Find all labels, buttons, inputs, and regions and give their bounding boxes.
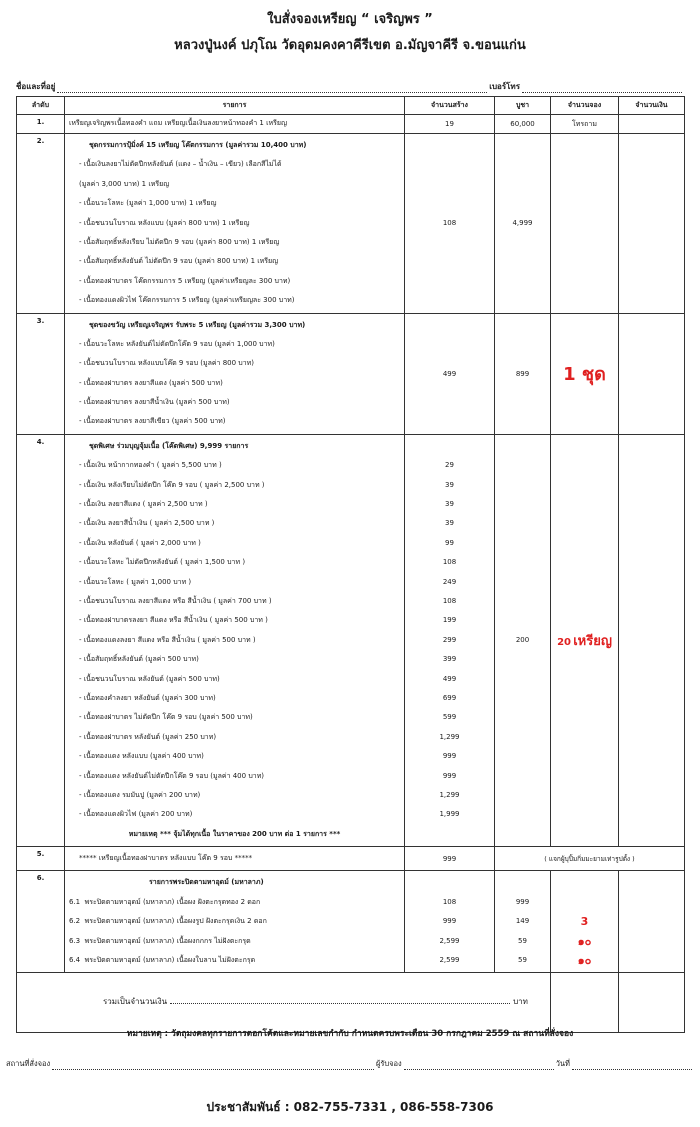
row-no: 4. (17, 434, 65, 846)
row-no: 5. (17, 847, 65, 871)
row-no: 1. (17, 115, 65, 134)
row-qty: 29 39 39 39 99 108 249 108 199 299 399 499 699 599 1,299 999 999 1,299 1,999 (405, 434, 495, 846)
form-title: ใบสั่งจองเหรียญ “ เจริญพร ” (267, 12, 433, 27)
row-item: ***** เหรียญเนื้อทองฝาบาตร หลังแบบ โค๊ต 9 รอบ ***** (65, 847, 405, 871)
customer-row (16, 80, 684, 93)
handwritten-order: 1 ชุด (563, 364, 606, 386)
place-label: สถานที่สั่งจอง (6, 1059, 51, 1068)
row-amount[interactable] (619, 434, 685, 846)
row-qty: 108 999 2,599 2,599 (405, 871, 495, 973)
header-no: ลำดับ (17, 97, 65, 115)
table-row (17, 115, 685, 134)
row-item: รายการพระปิดตามหาอุดม์ (มหาลาภ) 6.1 พระปิดตามหาอุดม์ (มหาลาภ) เนื้อผง ฝังตะกรุดทอง 2 ดอก 6.2 พระปิดตามหาอุดม์ (มหาลาภ) เนื้อผงรูป ฝังตะกรุดเงิน 2 ดอก 6.3 พระปิดตามหาอุดม์ (มหาลาภ) เนื้อผงกกกร ไม่ฝังตะกรุด 6.4 พระปิดตามหาอุดม์ (มหาลาภ) เนื้อผงใบลาน ไม่ฝังตะกรุด (65, 871, 405, 973)
row-price: 200 (495, 434, 551, 846)
row-amount[interactable] (619, 871, 685, 973)
date-label: วันที่ (555, 1059, 570, 1068)
receiver-label: ผู้รับจอง (375, 1059, 402, 1068)
list-item: 6.3 พระปิดตามหาอุดม์ (มหาลาภ) เนื้อผงกกกร ไม่ฝังตะกรุด (69, 936, 251, 945)
table-row (17, 134, 685, 314)
table-row (17, 434, 685, 846)
total-row (17, 973, 685, 1033)
total-amount[interactable] (619, 973, 685, 1033)
row-no: 3. (17, 313, 65, 434)
row-item: ชุดของขวัญ เหรียญเจริญพร รับพระ 5 เหรียญ (มูลค่ารวม 3,300 บาท) - เนื้อนวะโลหะ หลังยันต์ไม่ตัดปีกโค๊ต 9 รอบ (มูลค่า 1,000 บาท) - เนื้อชนวนโบราณ หลังแบบโค๊ต 9 รอบ (มูลค่า 800 บาท) - เนื้อทองฝาบาตร ลงยาสีแดง (มูลค่า 500 บาท) - เนื้อทองฝาบาตร ลงยาสีน้ำเงิน (มูลค่า 500 บาท) - เนื้อทองฝาบาตร ลงยาสีเขียว (มูลค่า 500 บาท) (65, 313, 405, 434)
row-order[interactable] (551, 313, 619, 434)
signature-row (6, 1058, 694, 1070)
row-note: ( แจกผู้บุปิ้มกิ่มมะยามเท่ารูปตั้ง ) (495, 847, 685, 871)
row-qty: 19 (405, 115, 495, 134)
total-label: รวมเป็นจำนวนเงิน (103, 997, 168, 1007)
phone-label: เบอร์โทร (489, 82, 520, 91)
row-item: ชุดพิเศษ ร่วมบุญจุ้มเนื้อ (โค๊ตพิเศษ) 9,999 รายการ - เนื้อเงิน หน้ากากทองคำ ( มูลค่า 5,500 บาท ) - เนื้อเงิน หลังเรียบไม่ตัดปีก โค๊ต 9 รอบ ( มูลค่า 2,500 บาท ) - เนื้อเงิน ลงยาสีแดง ( มูลค่า 2,500 บาท ) - เนื้อเงิน ลงยาสีน้ำเงิน ( มูลค่า 2,500 บาท ) - เนื้อเงิน หลังยันต์ ( มูลค่า 2,000 บาท ) - เนื้อนวะโลหะ ไม่ตัดปีกหลังยันต์ ( มูลค่า 1,500 บาท ) - เนื้อนวะโลหะ ( มูลค่า 1,000 บาท ) - เนื้อชนวนโบราณ ลงยาสีแดง หรือ สีน้ำเงิน ( มูลค่า 700 บาท ) - เนื้อทองฝาบาตรลงยา สีแดง หรือ สีน้ำเงิน ( มูลค่า 500 บาท ) - เนื้อทองแดงลงยา สีแดง หรือ สีน้ำเงิน ( มูลค่า 500 บาท ) - เนื้อสัมฤทธิ์หลังยันต์ (มูลค่า 500 บาท) - เนื้อชนวนโบราณ หลังยันต์ (มูลค่า 500 บาท) - เนื้อทองคำลงยา หลังยันต์ (มูลค่า 300 บาท) - เนื้อทองฝาบาตร ไม่ตัดปีก โค๊ต 9 รอบ (มูลค่า 500 บาท) - เนื้อทองฝาบาตร หลังยันต์ (มูลค่า 250 บาท) - เนื้อทองแดง หลังแบบ (มูลค่า 400 บาท) - เนื้อทองแดง หลังยันต์ไม่ตัดปีกโค๊ต 9 รอบ (มูลค่า 400 บาท) - เนื้อทองแดง รมมันปู (มูลค่า 200 บาท) - เนื้อทองแดงผิวไฟ (มูลค่า 200 บาท) หมายเหตุ *** จุ้มได้ทุกเนื้อ ในราคาของ 200 บาท ต่อ 1 รายการ *** (65, 434, 405, 846)
place-field[interactable] (52, 1063, 374, 1070)
name-address-field[interactable] (57, 85, 487, 93)
header-amount: จำนวนเงิน (619, 97, 685, 115)
name-address-label: ชื่อและที่อยู่ (16, 82, 56, 91)
receiver-field[interactable] (404, 1063, 554, 1070)
row-no: 6. (17, 871, 65, 973)
row-amount[interactable] (619, 313, 685, 434)
row-order[interactable] (551, 134, 619, 314)
list-item: 6.2 พระปิดตามหาอุดม์ (มหาลาภ) เนื้อผงรูป ฝังตะกรุดเงิน 2 ดอก (69, 917, 267, 926)
table-row (17, 847, 685, 871)
row-amount[interactable] (619, 115, 685, 134)
footer-note: หมายเหตุ : วัตถุมงคลทุกรายการตอกโค้ตและหมายเลขกำกับ กำหนดครบพระเดือน 30 กรกฎาคม 2559 ณ สถานที่สั่งจอง (126, 1029, 574, 1039)
row-item: เหรียญเจริญพรเนื้อทองคำ แถม เหรียญเนื้อเงินลงยาหน้าทองคำ 1 เหรียญ (65, 115, 405, 134)
row-order[interactable]: 3 ๑๐ ๑๐ (551, 871, 619, 973)
row-price: 999 149 59 59 (495, 871, 551, 973)
row-order[interactable] (551, 434, 619, 846)
row-price: 4,999 (495, 134, 551, 314)
row-item: ชุดกรรมการปุ้มิ่งค์ 15 เหรียญ โค๊ตกรรมการ (มูลค่ารวม 10,400 บาท) - เนื้อเงินลงยาไม่ตัดปีกหลังยันต์ (แดง – น้ำเงิน – เขียว) เลือกสีไม่ได้ (มูลค่า 3,000 บาท) 1 เหรียญ - เนื้อนวะโลหะ (มูลค่า 1,000 บาท) 1 เหรียญ - เนื้อชนวนโบราณ หลังแบบ (มูลค่า 800 บาท) 1 เหรียญ - เนื้อสัมฤทธิ์หลังเรียบ ไม่ตัดปีก 9 รอบ (มูลค่า 800 บาท) 1 เหรียญ - เนื้อสัมฤทธิ์หลังยันต์ ไม่ตัดปีก 9 รอบ (มูลค่า 800 บาท) 1 เหรียญ - เนื้อทองฝาบาตร โค๊ตกรรมการ 5 เหรียญ (มูลค่าเหรียญละ 300 บาท) - เนื้อทองแดงผิวไฟ โค๊ตกรรมการ 5 เหรียญ (มูลค่าเหรียญละ 300 บาท) (65, 134, 405, 314)
row-no: 2. (17, 134, 65, 314)
row-price: 60,000 (495, 115, 551, 134)
list-item: 6.1 พระปิดตามหาอุดม์ (มหาลาภ) เนื้อผง ฝังตะกรุดทอง 2 ดอก (69, 897, 261, 906)
total-unit: บาท (513, 997, 528, 1007)
total-cell (17, 973, 551, 1033)
header-price: บูชา (495, 97, 551, 115)
handwritten-order-number: 20 (557, 636, 571, 648)
table-header-row (17, 97, 685, 115)
phone-field[interactable] (522, 85, 682, 93)
row-qty: 108 (405, 134, 495, 314)
row-qty: 499 (405, 313, 495, 434)
header-quantity: จำนวนสร้าง (405, 97, 495, 115)
header-item: รายการ (65, 97, 405, 115)
table-row (17, 313, 685, 434)
contact-info: ประชาสัมพันธ์ : 082-755-7331 , 086-558-7306 (206, 1100, 494, 1114)
total-field[interactable] (170, 997, 510, 1004)
row-price: 899 (495, 313, 551, 434)
date-field[interactable] (572, 1063, 692, 1070)
row-amount[interactable] (619, 134, 685, 314)
row-qty: 999 (405, 847, 495, 871)
form-subtitle: หลวงปู่นงค์ ปภุโณ วัดอุดมคงคาคีรีเขต อ.มัญจาคีรี จ.ขอนแก่น (174, 38, 526, 53)
total-order[interactable] (551, 973, 619, 1033)
order-table (16, 96, 685, 1033)
table-row (17, 871, 685, 973)
list-item: 6.4 พระปิดตามหาอุดม์ (มหาลาภ) เนื้อผงใบลาน ไม่ฝังตะกรุด (69, 956, 256, 965)
handwritten-order-unit: เหรียญ (573, 633, 612, 649)
row-order[interactable]: โทรถาม (551, 115, 619, 134)
header-order: จำนวนจอง (551, 97, 619, 115)
